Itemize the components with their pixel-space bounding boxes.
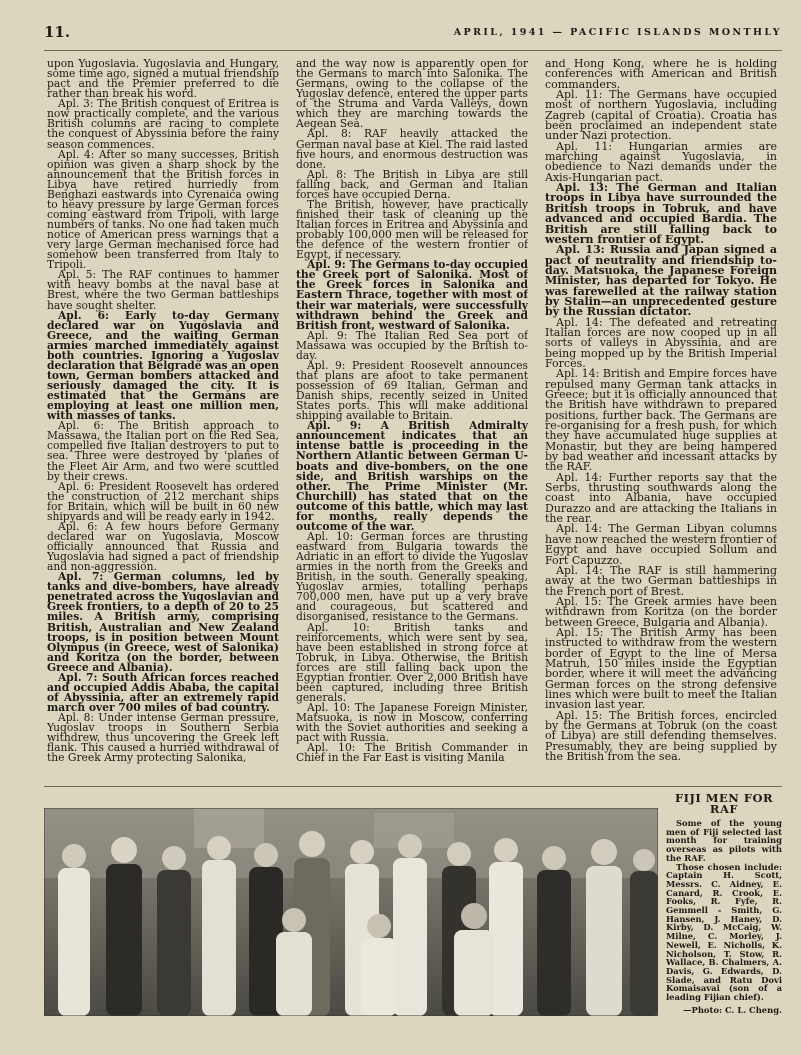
page-number: 11. [44,23,71,41]
section-rule [44,786,782,787]
article-paragraph: Apl. 13: Russia and Japan signed a pact of neutrality and friendship to-day. Matsuoka, the Japanese Foreign Minister, has departed for Tokyo. He was farewelled at the railway station by Stalin—an unprecedented gesture by the Russian dictator. [545,243,777,319]
article-paragraph: Apl. 4: After so many successes, British opinion was given a sharp shock by the announcement that the British forces in Libya have retired hurriedly from Benghazi eastwards into Cyrenaica owing to heavy pressure by large German forces coming eastward from Tripoli, with large numbers of tanks. No one had taken much notice of American press warnings that a very large German mechanised force had somehow been transferred from Italy to Tripoli. [47,147,279,272]
article-paragraph: Apl. 9: A British Admiralty announcement indicates that an intense battle is proceeding in the Northern Atlantic between German U-boats and dive-bombers, on the one side, and British warships on the other. The Prime Minister (Mr. Churchill) has stated that on the outcome of this battle, which may last for months, really depends the outcome of the war. [296,419,528,533]
article-paragraph: Apl. 15: The Greek armies have been withdrawn from Koritza (on the border between Greece, Bulgaria and Albania). [545,594,777,629]
article-paragraph: Apl. 6: A few hours before Germany declared war on Yugoslavia, Moscow officially announced that Russia and Yugoslavia had signed a pact of friendship and non-aggression. [47,519,279,574]
article-paragraph: Apl. 9: President Roosevelt announces that plans are afoot to take permanent possession of 69 Italian, German and Danish ships, recently seized in United States ports. This will make additional shipping available to Britain. [296,358,528,423]
article-paragraph: Apl. 14: The defeated and retreating Italian forces are now cooped up in all sorts of valleys in Abyssinia, and are being mopped up by the British Imperial Forces. [545,315,777,370]
article-paragraph: Apl. 11: The Germans have occupied most of northern Yugoslavia, including Zagreb (capital of Croatia). Croatia has been proclaimed an independent state under Nazi protection. [545,88,777,143]
text-column-1 [47,59,279,781]
caption-paragraph-1: Some of the young men of Fiji selected last month for training overseas as pilots with the RAF. [666,818,782,863]
article-paragraph: Apl. 6: Early to-day Germany declared war on Yugoslavia and Greece, and the waiting German armies marched immediately against both countries. Ignoring a Yugoslav declaration that Belgrade was an open town, German bombers attacked and seriously damaged the city. It is estimated that the Germans are employing at least one million men, with masses of tanks. [47,308,279,423]
article-paragraph: Apl. 11: Hungarian armies are marching against Yugoslavia, in obedience to Nazi demands under the Axis-Hungarian pact. [545,139,777,184]
article-paragraph: and Hong Kong, where he is holding conferences with American and British commanders. [545,59,777,91]
article-paragraph: Apl. 10: The Japanese Foreign Minister, Matsuoka, is now in Moscow, conferring with the Soviet authorities and seeking a pact with Russia. [296,701,528,745]
article-paragraph: and the way now is apparently open for the Germans to march into Salonika. The Germans, owing to the collapse of the Yugoslav defence, entered the upper parts of the Struma and Varda Valleys, down which they are marching towards the Aegean Sea. [296,59,528,131]
article-paragraph: Apl. 8: RAF heavily attacked the German naval base at Kiel. The raid lasted five hours, and enormous destruction was done. [296,127,528,171]
article-paragraph: Apl. 14: Further reports say that the Serbs, thrusting southwards along the coast into Albania, have occupied Durazzo and are attacking the Italians in the rear. [545,470,777,526]
article-paragraph: Apl. 5: The RAF continues to hammer with heavy bombs at the naval base at Brest, where the two German battleships have sought shelter. [47,268,279,312]
article-paragraph: Apl. 9: The Germans to-day occupied the Greek port of Salonika. Most of the Greek forces in Salonika and Eastern Thrace, together with most of their war materials, were successfully withdrawn behind the Greek and British front, westward of Salonika. [296,258,528,332]
article-paragraph: Apl. 3: The British conquest of Eritrea is now practically complete, and the various British columns are racing to complete the conquest of Abyssinia before the rainy season commences. [47,97,279,151]
caption-title: FIJI MEN FOR RAF [674,791,774,816]
article-paragraph: Apl. 14: The German Libyan columns have now reached the western frontier of Egypt and have occupied Sollum and Fort Capuzzo. [545,522,777,567]
caption-paragraph-2: Those chosen include: Captain H. Scott, Messrs. C. Aidney, E. Canard, R. Crook, E. Fooks, R. Fyfe, R. Gemmell - Smith, G. Hansen, J. Haney, D. Kirby, D. McCaig, W. Milne, C. Morley, J. Newell, E. Nicholls, K. Nicholson, T. Stow, R. Wallace, B. Chalmers, A. Davis, G. Edwards, D. Slade, and Ratu Dovi Komaisavai (son of a leading Fijian chief). [666,861,782,1003]
group-photo [44,808,658,1016]
running-head: APRIL, 1941 — PACIFIC ISLANDS MONTHLY [453,27,782,38]
text-column-3 [545,59,777,781]
page-header [44,23,782,43]
article-paragraph: Apl. 8: The British in Libya are still falling back, and German and Italian forces have occupied Derna. [296,167,528,201]
article-paragraph: Apl. 14: British and Empire forces have repulsed many German tank attacks in Greece; but it is officially announced that the British have withdrawn to prepared positions, further back. The Germans are re-organising for a fresh push, for which they have accumulated huge supplies at Monastir, but they are being hampered by bad weather and incessant attacks by the RAF. [545,367,777,474]
photo-credit: —Photo: C. L. Cheng. [683,1004,782,1015]
article-paragraph: Apl. 7: German columns, led by tanks and dive-bombers, have already penetrated across the Yugoslavian and Greek frontiers, to a depth of 20 to 25 miles. A British army, comprising British, Australian and New Zealand troops, is in position between Mount Olympus (in Greece, west of Salonika) and Koritza (on the border, between Greece and Albania). [47,570,279,674]
article-paragraph: Apl. 14: The RAF is still hammering away at the two German battleships in the French port of Brest. [545,563,777,598]
article-paragraph: Apl. 10: British tanks and reinforcements, which were sent by sea, have been established in strong force at Tobruk, in Libya. Otherwise, the British forces are still falling back upon the Egyptian frontier. Over 2,000 British have been captured, including three British generals. [296,620,528,704]
article-paragraph: Apl. 13: The German and Italian troops in Libya have surrounded the British troops in Tobruk, and have advanced and occupied Bardia. The British are still falling back to western frontier of Egypt. [545,181,777,246]
article-paragraph: Apl. 10: The British Commander in Chief in the Far East is visiting Manila [296,741,528,765]
article-paragraph: Apl. 6: The British approach to Massawa, the Italian port on the Red Sea, compelled five Italian destroyers to put to sea. Three were destroyed by 'planes of the Fleet Air Arm, and two were scuttled by their crews. [47,419,279,483]
article-paragraph: Apl. 10: German forces are thrusting eastward from Bulgaria towards the Adriatic in an effort to divide the Yugoslav armies in the north from the Greeks and British, in the south. Generally speaking, Yugoslav armies, totalling perhaps 700,000 men, have put up a very brave and courageous, but scattered and disorganised, resistance to the Germans. [296,529,528,624]
article-paragraph: Apl. 15: The British forces, encircled by the Germans at Tobruk (on the coast of Libya) are still defending themselves. Presumably, they are being supplied by the British from the sea. [545,708,777,764]
header-rule [44,50,782,51]
article-paragraph: Apl. 15: The British Army has been instructed to withdraw from the western border of Egypt to the line of Mersa Matruh, 150 miles inside the Egyptian border, where it will meet the advancing German forces on the strong defensive lines which were built to meet the Italian invasion last year. [545,625,777,712]
article-paragraph: The British, however, have practically finished their task of cleaning up the Italian forces in Eritrea and Abyssinia and probably 100,000 men will be released for the defence of the western frontier of Egypt, if necessary. [296,197,528,262]
article-paragraph: Apl. 7: South African forces reached and occupied Addis Ababa, the capital of Abyssinia, after an extremely rapid march over 700 miles of bad country. [47,670,279,714]
article-paragraph: Apl. 6: President Roosevelt has ordered the construction of 212 merchant ships for Britain, which will be built in 60 new shipyards and will be ready early in 1942. [47,479,279,523]
text-column-2 [296,59,528,781]
article-paragraph: upon Yugoslavia. Yugoslavia and Hungary, some time ago, signed a mutual friendship pact and the Premier preferred to die rather than break his word. [47,59,279,101]
photo-caption [666,793,782,1015]
article-paragraph: Apl. 9: The Italian Red Sea port of Massawa was occupied by the British to-day. [296,328,528,362]
article-paragraph: Apl. 8: Under intense German pressure, Yugoslav troops in Southern Serbia withdrew, thus uncovering the Greek left flank. This caused a hurried withdrawal of the Greek Army protecting Salonika, [47,711,279,765]
